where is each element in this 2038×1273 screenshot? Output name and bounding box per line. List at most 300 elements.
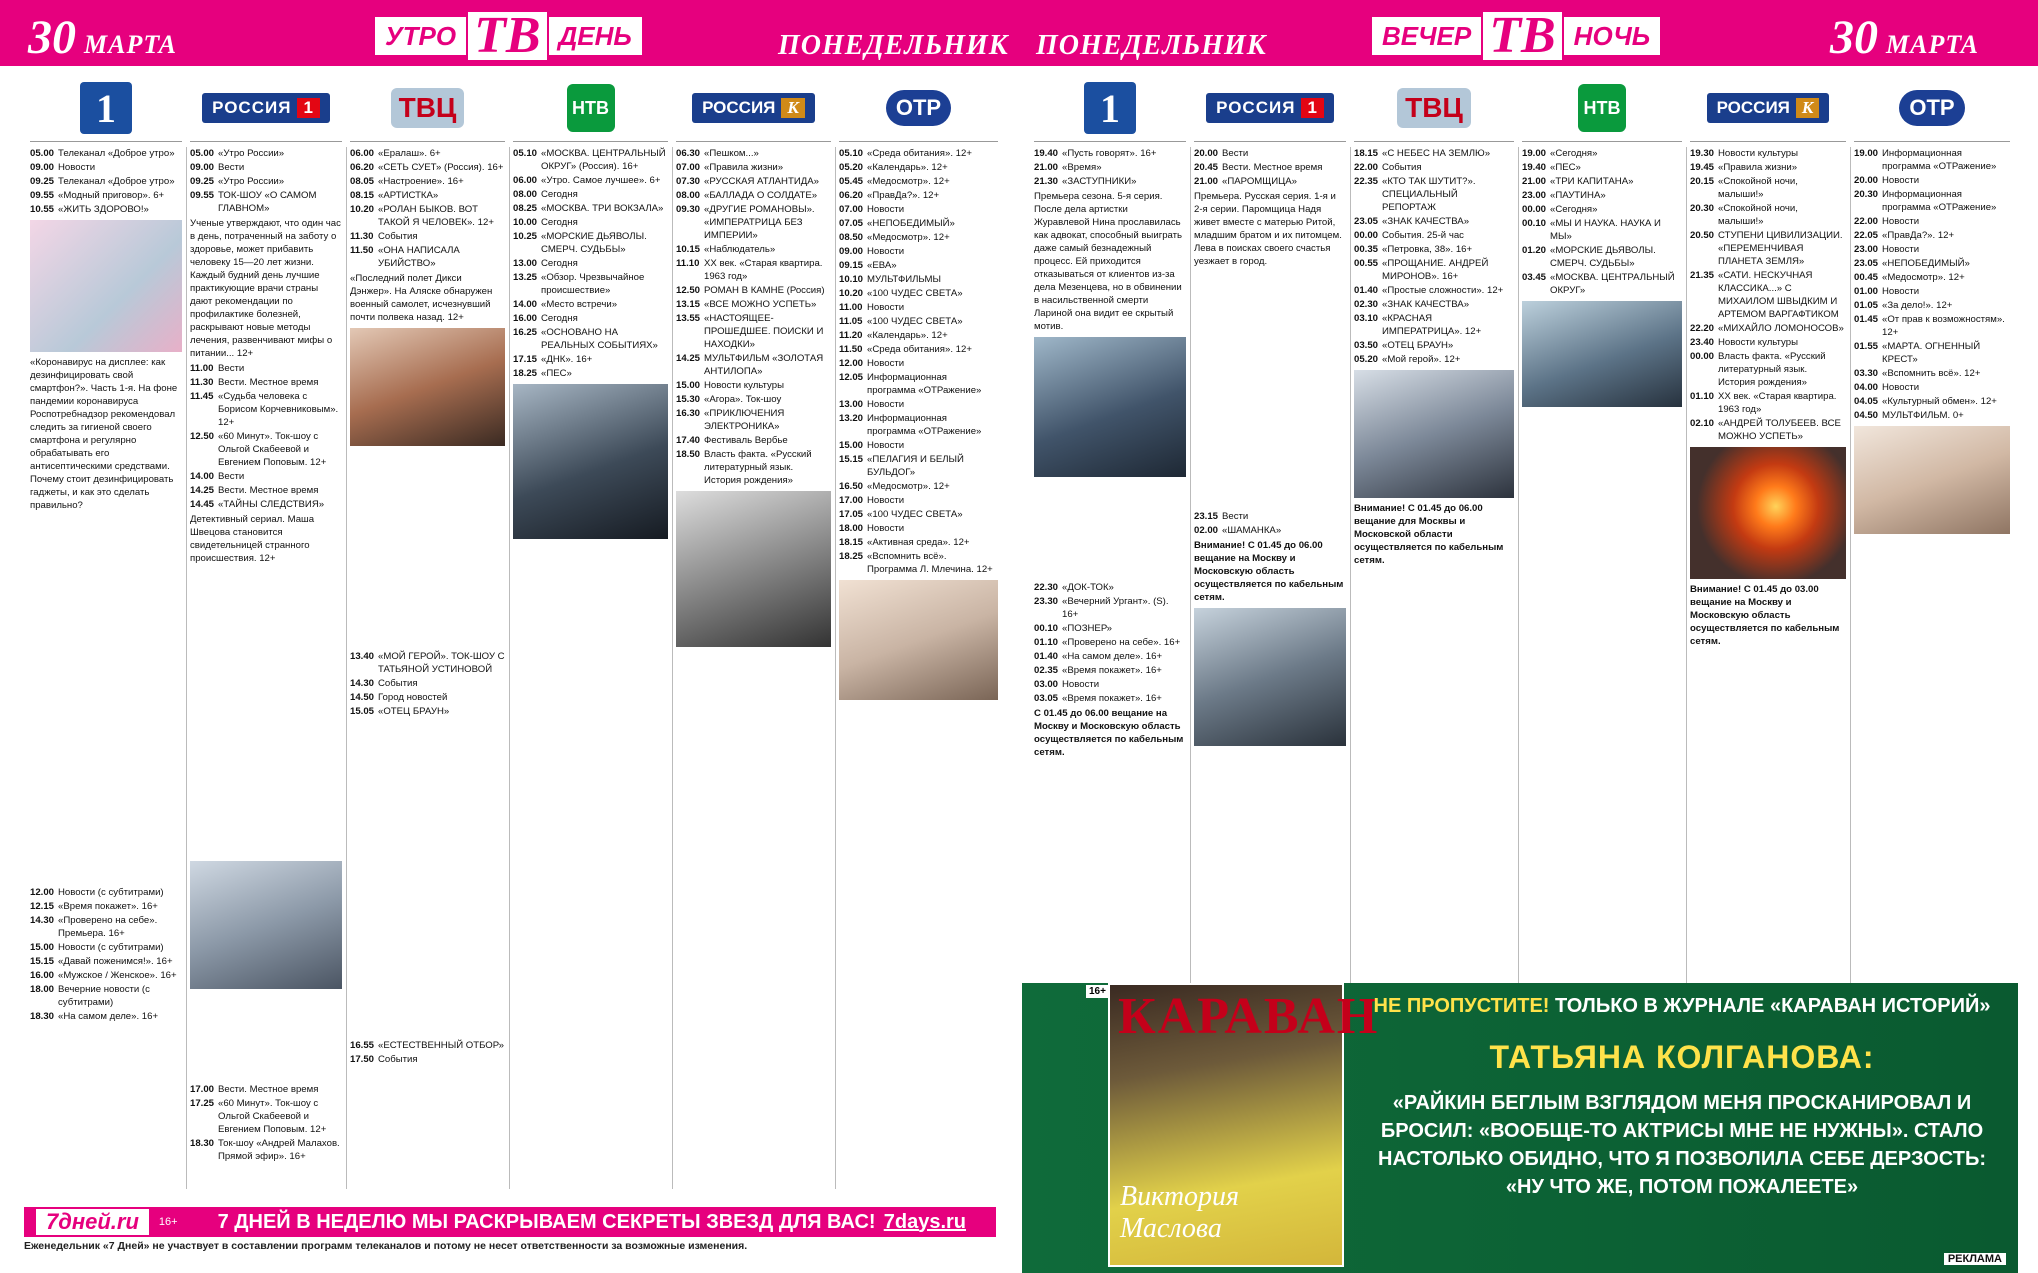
program-title: «Наблюдатель»	[704, 244, 776, 255]
program-title: «ДРУГИЕ РОМАНОВЫ». «ИМПЕРАТРИЦА БЕЗ ИМПЕРИИ»	[704, 204, 815, 241]
program-row	[1194, 175, 1346, 188]
program-row	[1690, 269, 1846, 321]
program-row	[30, 1010, 182, 1023]
program-row	[1690, 322, 1846, 335]
program-time: 12.05	[839, 372, 864, 383]
column-divider	[1686, 147, 1687, 1037]
program-row	[676, 352, 831, 378]
program-title: Новости	[1882, 286, 1920, 297]
program-time: 10.10	[839, 274, 864, 285]
program-title: События	[378, 231, 418, 242]
program-title: «ЕВА»	[867, 260, 897, 271]
channel-head-tvc	[350, 75, 505, 142]
column-divider	[1190, 147, 1191, 1037]
program-time: 07.00	[839, 204, 864, 215]
cover-name: Виктория Маслова	[1120, 1181, 1240, 1244]
schedule-rossiya1-evening	[1194, 147, 1346, 1037]
program-photo	[30, 220, 182, 352]
program-row	[1034, 175, 1186, 188]
program-time: 14.25	[676, 353, 701, 364]
program-title: «Вспомнить всё». 12+	[1882, 368, 1981, 379]
program-row	[30, 175, 182, 188]
program-time: 03.30	[1854, 368, 1879, 379]
program-row	[1854, 299, 2010, 312]
program-title: «Проверено на себе». Премьера. 16+	[58, 915, 158, 939]
program-row	[676, 379, 831, 392]
program-time: 13.15	[676, 299, 701, 310]
program-time: 23.15	[1194, 511, 1219, 522]
program-title: «Спокойной ночи, малыши!»	[1718, 176, 1798, 200]
program-time: 05.00	[30, 148, 55, 159]
program-title: «Правила жизни»	[1718, 162, 1798, 173]
column-divider	[346, 147, 347, 1189]
program-photo	[1522, 301, 1682, 407]
ad-person-name: ТАТЬЯНА КОЛГАНОВА:	[1489, 1039, 1875, 1075]
program-time: 09.25	[30, 176, 55, 187]
program-title: Новости	[1062, 679, 1100, 690]
channel-one-logo: 1	[80, 82, 132, 134]
program-time: 01.10	[1690, 391, 1715, 402]
rossiya1-text: РОССИЯ	[1216, 98, 1296, 117]
program-row	[1690, 161, 1846, 174]
program-title: «ПравДа?». 12+	[867, 190, 940, 201]
program-title: Информационная программа «ОТРажение»	[867, 413, 982, 437]
program-title: «АРТИСТКА»	[378, 190, 439, 201]
program-row	[30, 983, 182, 1009]
program-time: 11.05	[839, 316, 863, 327]
program-time: 22.00	[1854, 216, 1879, 227]
program-row	[513, 326, 668, 352]
program-title: «ШАМАНКА»	[1222, 525, 1282, 536]
program-title: «Время»	[1062, 162, 1102, 173]
program-time: 07.30	[676, 176, 701, 187]
program-photo	[1354, 370, 1514, 498]
program-title: «Правила жизни»	[704, 162, 784, 173]
program-row	[1354, 215, 1514, 228]
program-title: «60 Минут». Ток-шоу с Ольгой Скабеевой и Евгением Поповым. 12+	[218, 431, 327, 468]
right-date-month: МАРТА	[1886, 30, 1979, 59]
program-time: 06.00	[513, 175, 538, 186]
program-time: 21.00	[1522, 176, 1547, 187]
channel-head-otr	[839, 75, 998, 142]
ad-quote: «РАЙКИН БЕГЛЫМ ВЗГЛЯДОМ МЕНЯ ПРОСКАНИРОВАЛ И БРОСИЛ: «ВООБЩЕ-ТО АКТРИСЫ МНЕ НЕ НУЖНЫ». СТАЛО НАСТОЛЬКО ОБИДНО, ЧТО Я ПОЗВОЛИЛА СЕБЕ ДЕРЗОСТЬ: «НУ ЧТО ЖЕ, ПОТОМ ПОЖАЛЕЕТЕ»	[1378, 1092, 1986, 1198]
program-time: 03.50	[1354, 340, 1379, 351]
broadcast-warning: Внимание! С 01.45 до 06.00 вещание для Москвы и Московской области осуществляется по кабельным сетям.	[1354, 503, 1504, 566]
schedule-rossiya-k-evening	[1690, 147, 1846, 1037]
program-row	[839, 203, 998, 216]
program-note: Премьера сезона. 5-я серия. После дела артистки Журавлевой Нина прославилась как адвокат, способный выиграть даже самый безнадежный процесс. Ей приходится отказываться от клиентов из-за дела Мезенцева, но в обвинении в насильственной смерти Лариной она видит ее скрытый мотив.	[1034, 191, 1183, 332]
spacer	[1034, 481, 1186, 581]
program-title: «Мой герой». 12+	[1382, 354, 1461, 365]
rossiya-k-logo	[692, 93, 815, 123]
program-row	[1522, 203, 1682, 216]
program-row	[1194, 147, 1346, 160]
program-row	[676, 203, 831, 242]
program-row	[839, 508, 998, 521]
program-row	[350, 1039, 505, 1052]
logo-day: ДЕНЬ	[549, 17, 642, 55]
program-note: Премьера. Русская серия. 1-я и 2-я серии. Паромщица Надя живет вместе с матерью Ритой, младшим братом и их питомцем. Лева в поисках своего счастья уезжает в город.	[1194, 191, 1342, 267]
program-title: Новости культуры	[1718, 337, 1798, 348]
program-row	[1522, 147, 1682, 160]
program-title: «РОЛАН БЫКОВ. ВОТ ТАКОЙ Я ЧЕЛОВЕК». 12+	[378, 204, 494, 228]
site-link-2[interactable]: 7days.ru	[883, 1210, 966, 1233]
program-title: «Утро. Самое лучшее». 6+	[541, 175, 661, 186]
channel-head-ntv	[1522, 75, 1682, 142]
program-title: «Вспомнить всё». Программа Л. Млечина. 12+	[867, 551, 993, 575]
program-row	[676, 312, 831, 351]
program-time: 16.00	[30, 970, 55, 981]
program-title: Информационная программа «ОТРажение»	[867, 372, 982, 396]
program-photo	[513, 384, 668, 539]
program-row	[30, 147, 182, 160]
program-title: «Агора». Ток-шоу	[704, 394, 782, 405]
program-title: «НАСТОЯЩЕЕ-ПРОШЕДШЕЕ. ПОИСКИ И НАХОДКИ»	[704, 313, 824, 350]
program-time: 22.35	[1354, 176, 1379, 187]
program-time: 16.50	[839, 481, 864, 492]
program-time: 18.30	[190, 1138, 215, 1149]
program-row	[1854, 271, 2010, 284]
program-row	[676, 175, 831, 188]
program-title: «СЕТЬ СУЕТ» (Россия). 16+	[378, 162, 504, 173]
program-title: «Спокойной ночи, малыши!»	[1718, 203, 1798, 227]
program-photo	[350, 328, 505, 446]
program-row	[839, 398, 998, 411]
program-row	[1690, 350, 1846, 389]
program-row	[190, 362, 342, 375]
program-title: «Мужское / Женское». 16+	[58, 970, 177, 981]
program-time: 00.00	[1354, 230, 1379, 241]
program-row	[30, 161, 182, 174]
column-divider	[1850, 147, 1851, 1037]
program-time: 17.40	[676, 435, 701, 446]
ad-age-rating: 16+	[1086, 985, 1109, 998]
rk-text: РОССИЯ	[1716, 98, 1790, 117]
program-time: 18.15	[839, 537, 864, 548]
program-row	[513, 353, 668, 366]
program-title: МУЛЬТФИЛЬМ. 0+	[1882, 410, 1964, 421]
program-title: Власть факта. «Русский литературный язык. История рождения»	[1718, 351, 1826, 388]
rossiya1-num: 1	[1301, 98, 1323, 118]
program-row	[513, 202, 668, 215]
program-time: 17.05	[839, 509, 864, 520]
spacer	[190, 567, 342, 857]
program-title: Новости	[58, 162, 96, 173]
schedule-ntv	[513, 147, 668, 1189]
program-title: Сегодня	[541, 258, 578, 269]
program-title: Новости	[867, 440, 905, 451]
program-time: 11.00	[839, 302, 863, 313]
program-time: 07.00	[676, 162, 701, 173]
program-title: «Медосмотр». 12+	[1882, 272, 1965, 283]
broadcast-warning: Внимание! С 01.45 до 06.00 вещание на Москву и Московскую область осуществляется по кабельным сетям.	[1194, 540, 1344, 603]
program-time: 19.00	[1854, 148, 1879, 159]
program-time: 01.10	[1034, 637, 1059, 648]
program-time: 11.30	[190, 377, 214, 388]
program-time: 09.00	[839, 246, 864, 257]
right-date	[1830, 10, 1979, 65]
spacer	[190, 993, 342, 1083]
program-title: «Пешком...»	[704, 148, 759, 159]
program-title: «Среда обитания». 12+	[867, 148, 972, 159]
program-title: ХХ век. «Старая квартира. 1963 год»	[1718, 391, 1837, 415]
program-title: «Календарь». 12+	[867, 330, 948, 341]
program-row	[1034, 161, 1186, 174]
program-row	[676, 298, 831, 311]
program-title: «ПОЗНЕР»	[1062, 623, 1113, 634]
schedule-otr-evening	[1854, 147, 2010, 1037]
program-row	[1690, 390, 1846, 416]
program-title: «ПравДа?». 12+	[1882, 230, 1955, 241]
program-row	[350, 705, 505, 718]
program-row	[1354, 243, 1514, 256]
program-row	[839, 189, 998, 202]
program-time: 03.45	[1522, 272, 1547, 283]
program-time: 15.15	[30, 956, 55, 967]
program-title: Сегодня	[541, 217, 578, 228]
program-time: 17.50	[350, 1054, 375, 1065]
footer-banner	[24, 1207, 996, 1237]
program-row	[676, 161, 831, 174]
program-row	[350, 189, 505, 202]
program-time: 01.40	[1034, 651, 1059, 662]
program-time: 12.00	[839, 358, 864, 369]
channel-head-1	[1034, 75, 1186, 142]
column-divider	[509, 147, 510, 1189]
logo-night: НОЧЬ	[1564, 17, 1660, 55]
program-title: Новости	[1882, 382, 1920, 393]
program-time: 23.00	[1854, 244, 1879, 255]
program-time: 22.30	[1034, 582, 1059, 593]
program-title: События	[1382, 162, 1422, 173]
program-photo	[676, 491, 831, 647]
program-row	[513, 174, 668, 187]
program-row	[1690, 229, 1846, 268]
program-title: «ПАУТИНА»	[1550, 190, 1606, 201]
program-row	[190, 498, 342, 511]
program-time: 15.00	[676, 380, 701, 391]
evening-tv-logo	[1372, 7, 1660, 64]
program-row	[1522, 244, 1682, 270]
program-time: 09.55	[190, 190, 215, 201]
footer-slogan: 7 ДНЕЙ В НЕДЕЛЮ МЫ РАСКРЫВАЕМ СЕКРЕТЫ ЗВЕЗД ДЛЯ ВАС!	[217, 1210, 876, 1233]
program-note: «Коронавирус на дисплее: как дезинфицировать свой смартфон?». Часть 1-я. На фоне пандемии коронавируса Роспотребнадзор рекомендовал следить за гигиеной своего смартфона и регулярно обрабатывать его антисептическими средствами. Почему стоит дезинфицировать гаджеты, и как это сделать правильно?	[30, 357, 178, 511]
program-title: «100 ЧУДЕС СВЕТА»	[867, 288, 963, 299]
program-title: «Место встречи»	[541, 299, 618, 310]
program-title: СТУПЕНИ ЦИВИЛИЗАЦИИ. «ПЕРЕМЕНЧИВАЯ ПЛАНЕТА ЗЕМЛЯ»	[1718, 230, 1843, 267]
program-title: Вечерние новости (с субтитрами)	[58, 984, 150, 1008]
program-time: 23.00	[1522, 190, 1547, 201]
program-time: 04.50	[1854, 410, 1879, 421]
schedule-tvc-evening	[1354, 147, 1514, 1037]
program-time: 23.30	[1034, 596, 1059, 607]
program-time: 21.35	[1690, 270, 1715, 281]
program-title: «Календарь». 12+	[867, 162, 948, 173]
program-title: «Сегодня»	[1550, 148, 1598, 159]
program-row	[190, 147, 342, 160]
program-time: 09.00	[30, 162, 55, 173]
program-time: 23.05	[1354, 216, 1379, 227]
program-row	[190, 1097, 342, 1136]
program-row	[513, 216, 668, 229]
spacer	[1194, 270, 1346, 510]
left-date-month: МАРТА	[84, 30, 177, 59]
tvc-logo: ТВЦ	[391, 88, 465, 128]
program-row	[839, 343, 998, 356]
program-title: Новости (с субтитрами)	[58, 887, 164, 898]
program-row	[839, 480, 998, 493]
program-row	[190, 1083, 342, 1096]
program-row	[1194, 524, 1346, 537]
program-time: 18.15	[1354, 148, 1379, 159]
program-title: «ЕСТЕСТВЕННЫЙ ОТБОР»	[378, 1040, 504, 1051]
program-time: 16.55	[350, 1040, 375, 1051]
program-title: «ПЕС»	[541, 368, 572, 379]
column-divider	[1518, 147, 1519, 1037]
program-title: Новости	[867, 523, 905, 534]
program-time: 08.00	[513, 189, 538, 200]
program-time: 20.30	[1854, 189, 1879, 200]
program-time: 08.50	[839, 232, 864, 243]
program-time: 11.20	[839, 330, 863, 341]
program-time: 11.30	[350, 231, 374, 242]
program-row	[513, 257, 668, 270]
program-title: «Культурный обмен». 12+	[1882, 396, 1997, 407]
program-time: 01.45	[1854, 314, 1879, 325]
broadcast-warning: Внимание! С 01.45 до 03.00 вещание на Москву и Московскую область осуществляется по кабельным сетям.	[1690, 584, 1840, 647]
program-row	[1354, 229, 1514, 242]
program-title: «60 Минут». Ток-шоу с Ольгой Скабеевой и Евгением Поповым. 12+	[218, 1098, 327, 1135]
ad-dont-miss: НЕ ПРОПУСТИТЕ!	[1373, 995, 1550, 1017]
schedule-otr	[839, 147, 998, 1189]
program-time: 16.00	[513, 313, 538, 324]
program-time: 03.10	[1354, 313, 1379, 324]
program-title: «ТАЙНЫ СЛЕДСТВИЯ»	[218, 499, 325, 510]
program-time: 14.00	[190, 471, 215, 482]
rk-letter: К	[1796, 98, 1820, 118]
program-time: 00.00	[1522, 204, 1547, 215]
program-title: «ЗАСТУПНИКИ»	[1062, 176, 1137, 187]
program-title: «ОНА НАПИСАЛА УБИЙСТВО»	[378, 245, 460, 269]
program-time: 18.00	[839, 523, 864, 534]
program-time: 11.10	[676, 258, 700, 269]
program-row	[1354, 312, 1514, 338]
program-note: «Последний полет Дикси Дэнжер». На Аляске обнаружен военный самолет, исчезнувший почти полвека назад. 12+	[350, 273, 493, 323]
program-title: «САТИ. НЕСКУЧНАЯ КЛАССИКА...» С МИХАИЛОМ ШВЫДКИМ И АРТЕМОМ ВАРГАФТИКОМ	[1718, 270, 1839, 320]
program-title: Информационная программа «ОТРажение»	[1882, 148, 1997, 172]
spacer	[350, 719, 505, 1039]
program-title: «Пусть говорят». 16+	[1062, 148, 1157, 159]
program-time: 01.20	[1522, 245, 1547, 256]
program-time: 11.50	[839, 344, 863, 355]
magazine-ad[interactable]	[1022, 983, 2018, 1273]
program-time: 12.50	[190, 431, 215, 442]
program-title: «На самом деле». 16+	[1062, 651, 1163, 662]
program-row	[839, 147, 998, 160]
program-time: 14.30	[30, 915, 55, 926]
program-title: «ЗНАК КАЧЕСТВА»	[1382, 216, 1470, 227]
program-time: 00.45	[1854, 272, 1879, 283]
program-row	[839, 175, 998, 188]
program-title: «МЫ И НАУКА. НАУКА И МЫ»	[1550, 218, 1661, 242]
program-row	[1854, 147, 2010, 173]
program-time: 00.00	[1690, 351, 1715, 362]
program-row	[1854, 285, 2010, 298]
program-title: «Активная среда». 12+	[867, 537, 970, 548]
program-row	[1354, 175, 1514, 214]
program-row	[350, 147, 505, 160]
program-title: «Сегодня»	[1550, 204, 1598, 215]
column-divider	[1350, 147, 1351, 1037]
magazine-cover	[1108, 983, 1380, 1267]
program-title: Телеканал «Доброе утро»	[58, 176, 175, 187]
tvc-logo: ТВЦ	[1397, 88, 1471, 128]
program-time: 05.10	[513, 148, 538, 159]
program-row	[1854, 340, 2010, 366]
program-time: 10.55	[30, 204, 55, 215]
program-row	[1354, 353, 1514, 366]
rossiya1-logo	[1206, 93, 1334, 123]
program-row	[350, 677, 505, 690]
program-title: «МОСКВА. ТРИ ВОКЗАЛА»	[541, 203, 664, 214]
ad-headline	[1362, 995, 2002, 1018]
program-note: Ученые утверждают, что один час в день, потраченный на заботу о здоровье, может прибавить человеку 15—20 лет жизни. Каждый будний день лучшие практикующие врачи страны дают рекомендации по профилактике болезней, раскрывают новые методы лечения, развенчивают мифы о питании... 12+	[190, 218, 341, 359]
channel-head-tvc	[1354, 75, 1514, 142]
program-row	[190, 376, 342, 389]
program-time: 20.50	[1690, 230, 1715, 241]
program-time: 21.00	[1034, 162, 1059, 173]
program-row	[1522, 175, 1682, 188]
program-time: 15.05	[350, 706, 375, 717]
program-title: Власть факта. «Русский литературный язык. История рождения»	[704, 449, 812, 486]
program-time: 20.30	[1690, 203, 1715, 214]
program-time: 06.00	[350, 148, 375, 159]
logo-tv: ТВ	[1483, 12, 1561, 60]
program-time: 11.50	[350, 245, 374, 256]
program-time: 01.40	[1354, 285, 1379, 296]
program-row	[676, 189, 831, 202]
program-time: 17.00	[839, 495, 864, 506]
program-row	[1854, 229, 2010, 242]
program-row	[839, 245, 998, 258]
program-time: 19.45	[1690, 162, 1715, 173]
ad-label: РЕКЛАМА	[1944, 1253, 2006, 1265]
program-row	[513, 147, 668, 173]
program-row	[30, 941, 182, 954]
program-time: 14.00	[513, 299, 538, 310]
program-title: «Время покажет». 16+	[1062, 665, 1162, 676]
program-time: 20.00	[1854, 175, 1879, 186]
program-row	[676, 448, 831, 487]
program-time: 21.00	[1194, 176, 1219, 187]
program-time: 15.30	[676, 394, 701, 405]
program-time: 18.00	[30, 984, 55, 995]
program-row	[1354, 257, 1514, 283]
schedule-channel-one-evening	[1034, 147, 1186, 1037]
program-time: 02.10	[1690, 418, 1715, 429]
program-row	[1854, 395, 2010, 408]
program-title: «Модный приговор». 6+	[58, 190, 165, 201]
program-title: Вести	[1222, 511, 1249, 522]
program-title: «От прав к возможностям». 12+	[1882, 314, 2005, 338]
program-title: «МОСКВА. ЦЕНТРАЛЬНЫЙ ОКРУГ» (Россия). 16+	[541, 148, 666, 172]
program-row	[513, 271, 668, 297]
program-title: Вести. Местное время	[1222, 162, 1323, 173]
site-link[interactable]: 7дней.ru	[36, 1209, 149, 1235]
program-title: Информационная программа «ОТРажение»	[1882, 189, 1997, 213]
program-row	[1854, 188, 2010, 214]
program-title: «ОСНОВАНО НА РЕАЛЬНЫХ СОБЫТИЯХ»	[541, 327, 658, 351]
